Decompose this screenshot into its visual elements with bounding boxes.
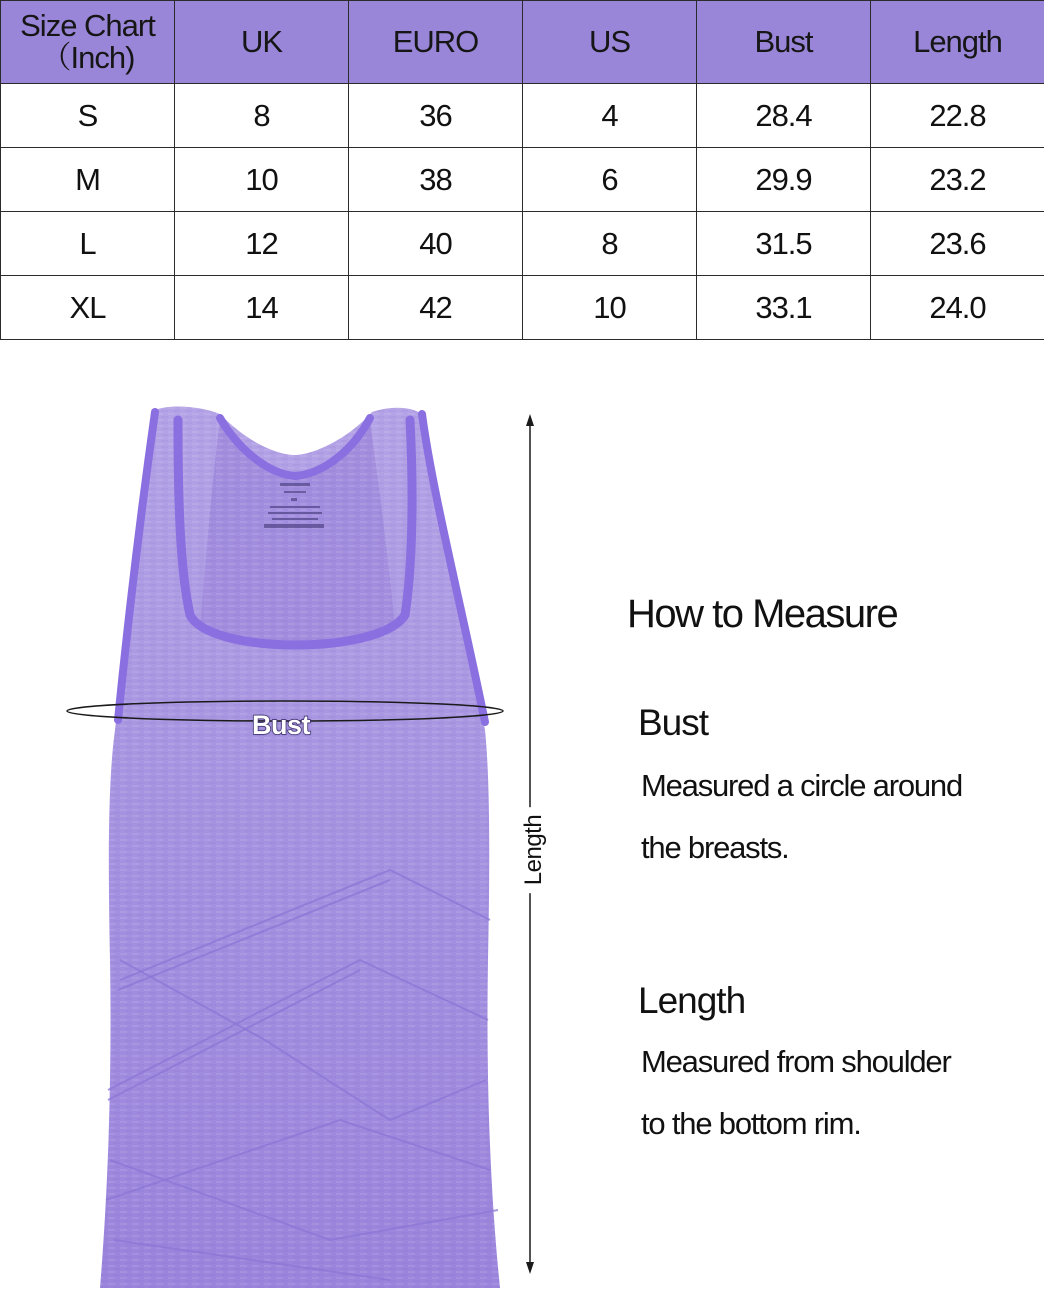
length-label: Length bbox=[520, 807, 548, 893]
header-length: Length bbox=[871, 1, 1044, 84]
bust-heading: Bust bbox=[638, 702, 709, 743]
cell-length: 23.6 bbox=[871, 212, 1044, 276]
size-chart-table bbox=[0, 0, 1044, 340]
cell-euro: 40 bbox=[349, 212, 523, 276]
cell-length: 23.2 bbox=[871, 148, 1044, 212]
cell-uk: 14 bbox=[175, 276, 349, 340]
length-heading: Length bbox=[638, 980, 746, 1021]
cell-length: 24.0 bbox=[871, 276, 1044, 340]
header-bust: Bust bbox=[697, 1, 871, 84]
cell-us: 6 bbox=[523, 148, 697, 212]
cell-us: 4 bbox=[523, 84, 697, 148]
table-row bbox=[1, 84, 1044, 148]
cell-bust: 31.5 bbox=[697, 212, 871, 276]
cell-size: M bbox=[1, 148, 175, 212]
tank-top-illustration bbox=[60, 400, 520, 1290]
cell-us: 10 bbox=[523, 276, 697, 340]
header-euro: EURO bbox=[349, 1, 523, 84]
header-size-chart bbox=[1, 1, 175, 84]
bust-label: Bust bbox=[252, 710, 310, 740]
length-description-line2: to the bottom rim. bbox=[641, 1106, 861, 1141]
cell-length: 22.8 bbox=[871, 84, 1044, 148]
cell-bust: 29.9 bbox=[697, 148, 871, 212]
cell-uk: 12 bbox=[175, 212, 349, 276]
cell-euro: 38 bbox=[349, 148, 523, 212]
how-to-measure-title: How to Measure bbox=[627, 592, 898, 636]
header-uk: UK bbox=[175, 1, 349, 84]
table-header-row bbox=[1, 1, 1044, 84]
table-row bbox=[1, 276, 1044, 340]
cell-size: S bbox=[1, 84, 175, 148]
tank-top-graphic bbox=[60, 400, 520, 1290]
arrow-down-icon bbox=[526, 1262, 534, 1274]
header-size-chart-line2: （Inch) bbox=[40, 40, 135, 75]
cell-us: 8 bbox=[523, 212, 697, 276]
length-description-line1: Measured from shoulder bbox=[641, 1044, 951, 1079]
table-row bbox=[1, 148, 1044, 212]
cell-size: L bbox=[1, 212, 175, 276]
arrow-up-icon bbox=[526, 414, 534, 426]
table-row bbox=[1, 212, 1044, 276]
cell-bust: 33.1 bbox=[697, 276, 871, 340]
cell-size: XL bbox=[1, 276, 175, 340]
cell-uk: 8 bbox=[175, 84, 349, 148]
cell-euro: 36 bbox=[349, 84, 523, 148]
cell-bust: 28.4 bbox=[697, 84, 871, 148]
cell-euro: 42 bbox=[349, 276, 523, 340]
header-us: US bbox=[523, 1, 697, 84]
cell-uk: 10 bbox=[175, 148, 349, 212]
bust-description-line1: Measured a circle around bbox=[641, 768, 962, 803]
header-size-chart-line1: Size Chart bbox=[20, 8, 155, 43]
bust-description-line2: the breasts. bbox=[641, 830, 789, 865]
